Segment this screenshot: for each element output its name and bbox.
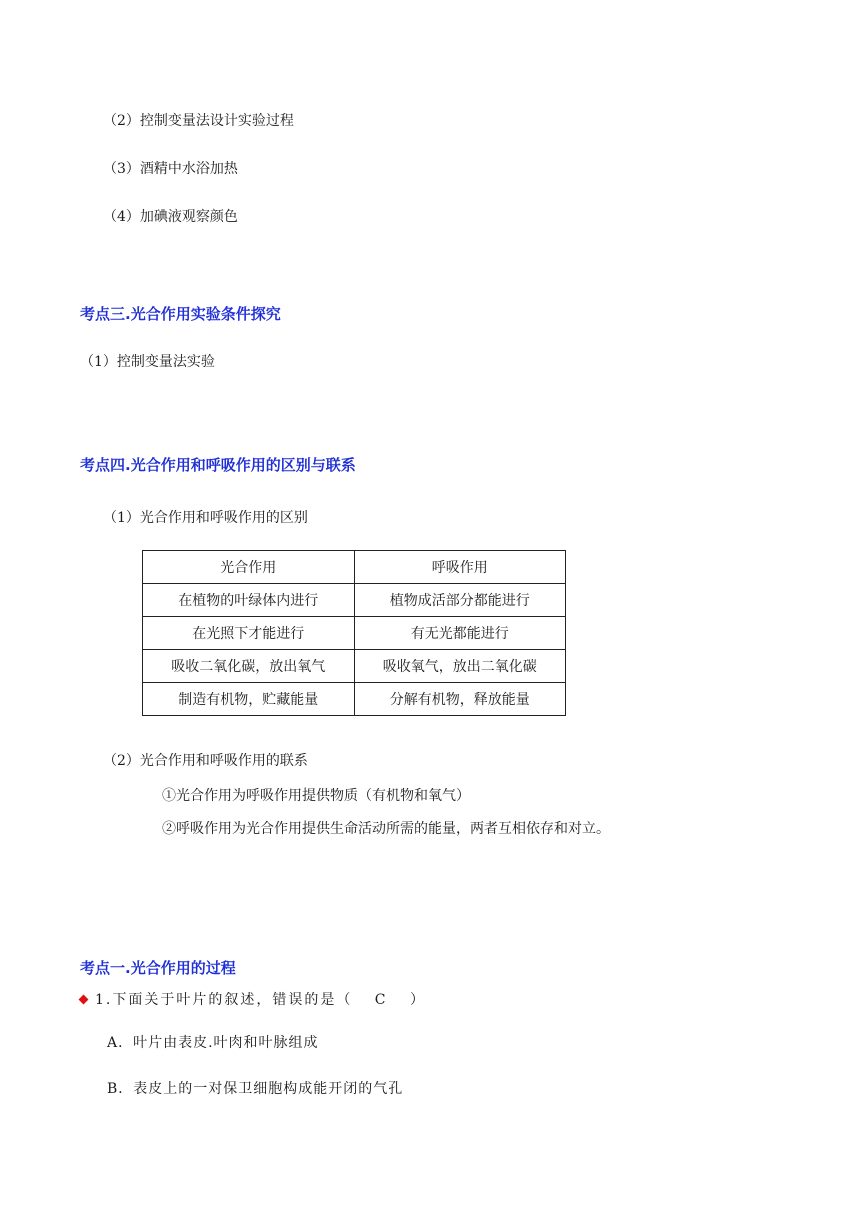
table-cell: 吸收氧气，放出二氧化碳 <box>354 650 566 683</box>
table-row <box>143 617 566 650</box>
table-header-cell: 呼吸作用 <box>354 551 566 584</box>
table-row <box>143 584 566 617</box>
table-header-row <box>143 551 566 584</box>
table-header-cell: 光合作用 <box>143 551 355 584</box>
table-row <box>143 650 566 683</box>
item-text: （2）控制变量法设计实验过程 <box>103 113 294 129</box>
item-text: （4）加碘液观察颜色 <box>103 209 238 225</box>
section-heading: 考点一.光合作用的过程 <box>80 959 236 977</box>
table-cell: 有无光都能进行 <box>354 617 566 650</box>
section-heading: 考点四.光合作用和呼吸作用的区别与联系 <box>80 456 356 474</box>
item-text: （3）酒精中水浴加热 <box>103 161 238 177</box>
table-cell: 吸收二氧化碳，放出氧气 <box>143 650 355 683</box>
bullet-diamond-icon <box>79 995 89 1005</box>
item-text: （2）光合作用和呼吸作用的联系 <box>103 753 308 769</box>
table-cell: 在光照下才能进行 <box>143 617 355 650</box>
question-text: 1.下面关于叶片的叙述，错误的是（ C ） <box>95 992 426 1008</box>
option-text: A．叶片由表皮.叶肉和叶脉组成 <box>107 1035 319 1051</box>
table-cell: 制造有机物，贮藏能量 <box>143 683 355 716</box>
table-cell: 在植物的叶绿体内进行 <box>143 584 355 617</box>
sub-item-text: ②呼吸作用为光合作用提供生命活动所需的能量，两者互相依存和对立。 <box>162 821 610 837</box>
table-cell: 植物成活部分都能进行 <box>354 584 566 617</box>
comparison-table <box>142 550 566 716</box>
section-heading: 考点三.光合作用实验条件探究 <box>80 305 281 323</box>
table-row <box>143 683 566 716</box>
option-text: B．表皮上的一对保卫细胞构成能开闭的气孔 <box>107 1081 404 1097</box>
sub-item-text: ①光合作用为呼吸作用提供物质（有机物和氧气） <box>162 788 470 804</box>
item-text: （1）光合作用和呼吸作用的区别 <box>103 510 308 526</box>
item-text: （1）控制变量法实验 <box>80 354 215 370</box>
table-cell: 分解有机物，释放能量 <box>354 683 566 716</box>
question-line <box>80 990 426 1010</box>
